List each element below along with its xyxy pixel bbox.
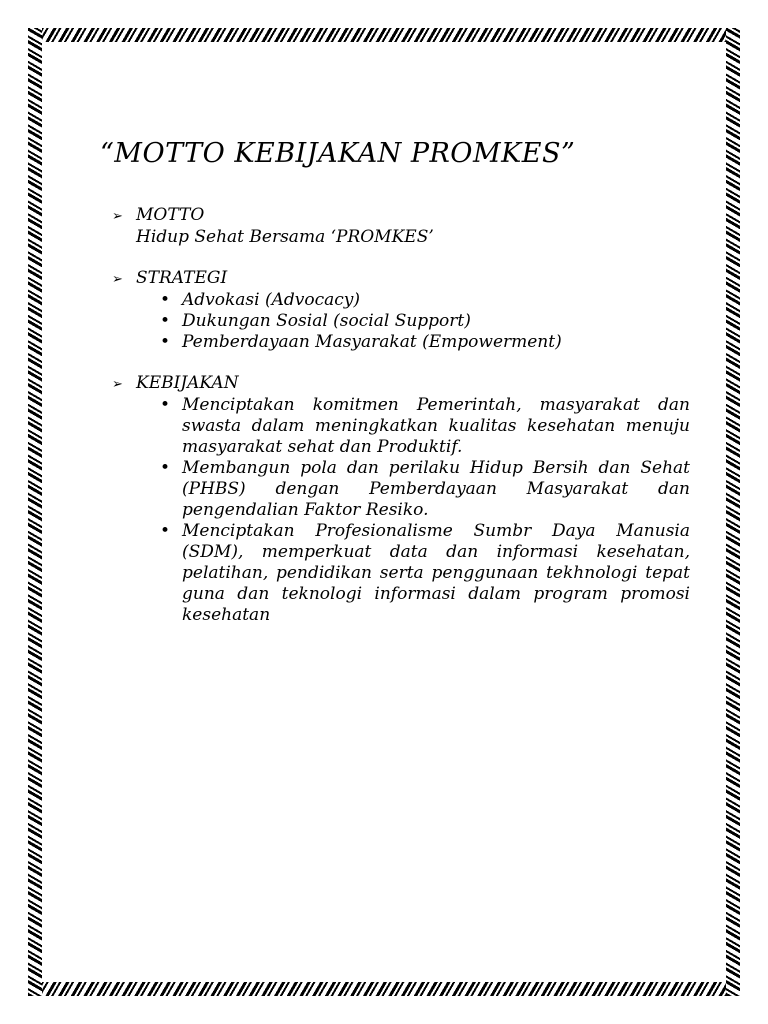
section-heading: MOTTO: [136, 205, 205, 225]
document-body: [100, 138, 690, 646]
list-item: [160, 332, 690, 353]
arrowhead-bullet-icon: ➢: [112, 209, 123, 224]
decorative-border-right: [726, 28, 740, 996]
section-motto: [100, 205, 690, 248]
list-item-text: Menciptakan komitmen Pemerintah, masyarakat dan swasta dalam meningkatkan kualitas kesehatan menuju masyarakat sehat dan Produktif.: [182, 395, 690, 457]
section-heading: KEBIJAKAN: [136, 373, 239, 393]
list-item-text: Advokasi (Advocacy): [182, 290, 361, 310]
round-bullet-icon: •: [160, 395, 171, 415]
list-item: [160, 311, 690, 332]
decorative-border-top: [28, 28, 740, 42]
list-item: [160, 395, 690, 458]
section-heading-row: [100, 373, 690, 395]
arrowhead-bullet-icon: ➢: [112, 377, 123, 392]
section-kebijakan: [100, 373, 690, 626]
list-item-text: Dukungan Sosial (social Support): [182, 311, 471, 331]
list-item-text: Membangun pola dan perilaku Hidup Bersih dan Sehat (PHBS) dengan Pemberdayaan Masyarakat dan pengendalian Faktor Resiko.: [182, 458, 690, 520]
list-item: [160, 521, 690, 626]
section-heading-row: [100, 268, 690, 290]
round-bullet-icon: •: [160, 332, 171, 352]
motto-text: Hidup Sehat Bersama ‘PROMKES’: [136, 227, 434, 247]
decorative-border-bottom: [28, 982, 740, 996]
section-heading-row: [100, 205, 690, 227]
round-bullet-icon: •: [160, 311, 171, 331]
list-item: [160, 458, 690, 521]
round-bullet-icon: •: [160, 521, 171, 541]
decorative-border-left: [28, 28, 42, 996]
section-strategi: [100, 268, 690, 353]
list-item-text: Pemberdayaan Masyarakat (Empowerment): [182, 332, 562, 352]
round-bullet-icon: •: [160, 290, 171, 310]
arrowhead-bullet-icon: ➢: [112, 272, 123, 287]
strategi-list: [100, 290, 690, 353]
page-title: “MOTTO KEBIJAKAN PROMKES”: [100, 138, 576, 169]
section-heading: STRATEGI: [136, 268, 228, 288]
list-item: [160, 290, 690, 311]
list-item-text: Menciptakan Profesionalisme Sumbr Daya Manusia (SDM), memperkuat data dan informasi kesehatan, pelatihan, pendidikan serta penggunaan tekhnologi tepat guna dan teknologi informasi dalam program promosi kesehatan: [182, 521, 690, 625]
kebijakan-list: [100, 395, 690, 626]
round-bullet-icon: •: [160, 458, 171, 478]
